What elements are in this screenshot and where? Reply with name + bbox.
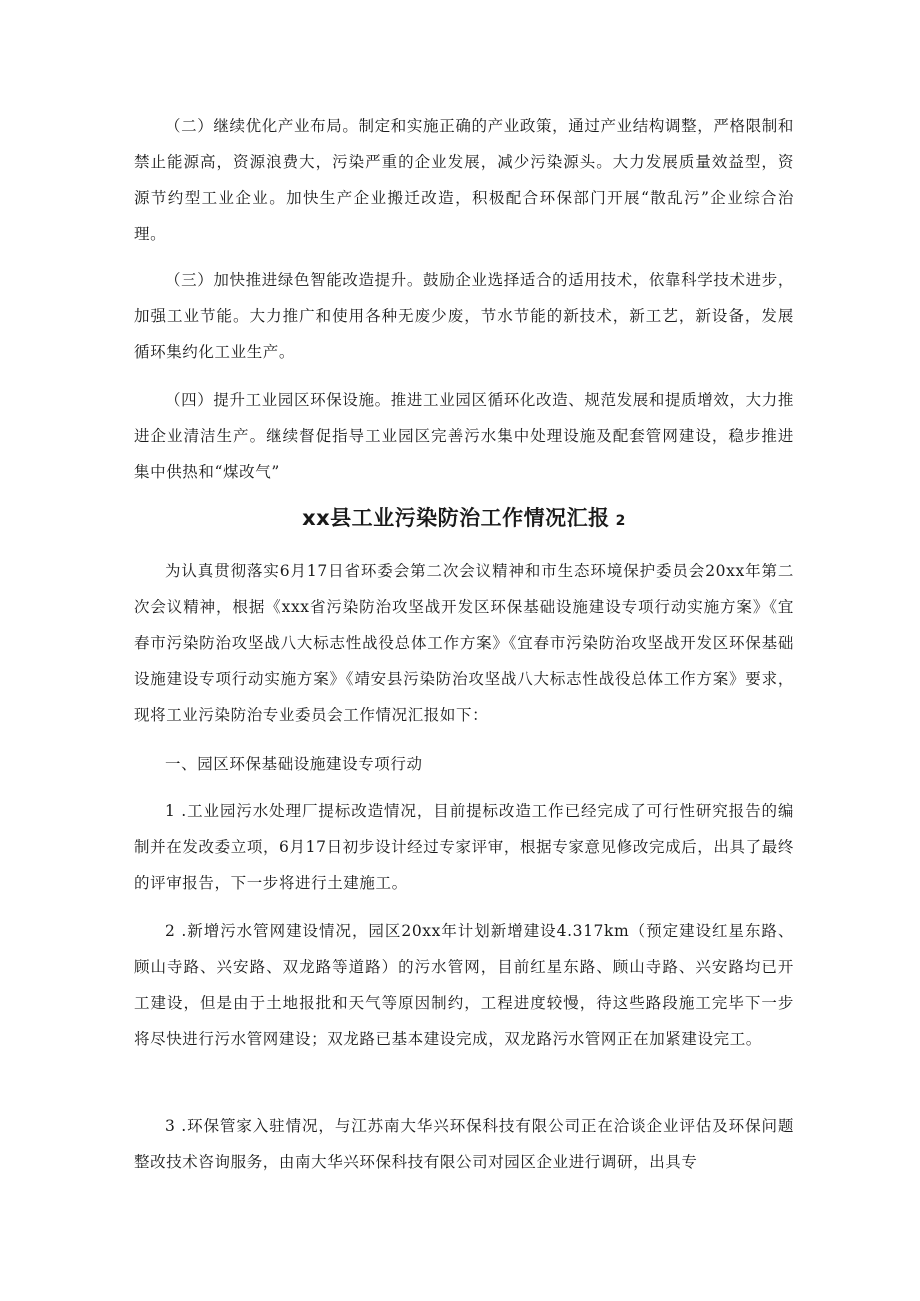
item-2: 2 .新增污水管网建设情况，园区20xx年计划新增建设4.317km（预定建设红星东路、顾山寺路、兴安路、双龙路等道路）的污水管网，目前红星东路、顾山寺路、兴安路均已开工建设，但是由于土地报批和天气等原因制约，工程进度较慢，待这些路段施工完毕下一步将尽快进行污水管网建设；双龙路已基本建设完成，双龙路污水管网正在加紧建设完工。 [134, 922, 794, 1048]
report-title-text: xx县工业污染防治工作情况汇报 [302, 506, 610, 530]
paragraph-san: （三）加快推进绿色智能改造提升。鼓励企业选择适合的适用技术，依靠科学技术进步，加强工业节能。大力推广和使用各种无废少废，节水节能的新技术，新工艺，新设备，发展循环集约化工业生产。 [134, 271, 794, 361]
paragraph-si: （四）提升工业园区环保设施。推进工业园区循环化改造、规范发展和提质增效，大力推进企业清洁生产。继续督促指导工业园区完善污水集中处理设施及配套管网建设，稳步推进集中供热和“煤改气” [134, 391, 794, 481]
item-3: 3 .环保管家入驻情况，与江苏南大华兴环保科技有限公司正在洽谈企业评估及环保问题整改技术咨询服务，由南大华兴环保科技有限公司对园区企业进行调研，出具专 [134, 1117, 794, 1171]
item-1: 1 .工业园污水处理厂提标改造情况，目前提标改造工作已经完成了可行性研究报告的编制并在发改委立项，6月17日初步设计经过专家评审，根据专家意见修改完成后，出具了最终的评审报告，下一步将进行土建施工。 [134, 802, 794, 892]
section1-heading: 一、园区环保基础设施建设专项行动 [165, 755, 423, 773]
intro-paragraph: 为认真贯彻落实6月17日省环委会第二次会议精神和市生态环境保护委员会20xx年第二次会议精神，根据《xxx省污染防治攻坚战开发区环保基础设施建设专项行动实施方案》《宜春市污染防治攻坚战八大标志性战役总体工作方案》《宜春市污染防治攻坚战开发区环保基础设施建设专项行动实施方案》《靖安县污染防治攻坚战八大标志性战役总体工作方案》要求，现将工业污染防治专业委员会工作情况汇报如下： [134, 562, 794, 724]
paragraph-er: （二）继续优化产业布局。制定和实施正确的产业政策，通过产业结构调整，严格限制和禁止能源高，资源浪费大，污染严重的企业发展，减少污染源头。大力发展质量效益型，资源节约型工业企业。加快生产企业搬迁改造，积极配合环保部门开展“散乱污”企业综合治理。 [134, 117, 794, 243]
report-title-suffix: 2 [615, 513, 626, 529]
report-title [134, 500, 794, 539]
